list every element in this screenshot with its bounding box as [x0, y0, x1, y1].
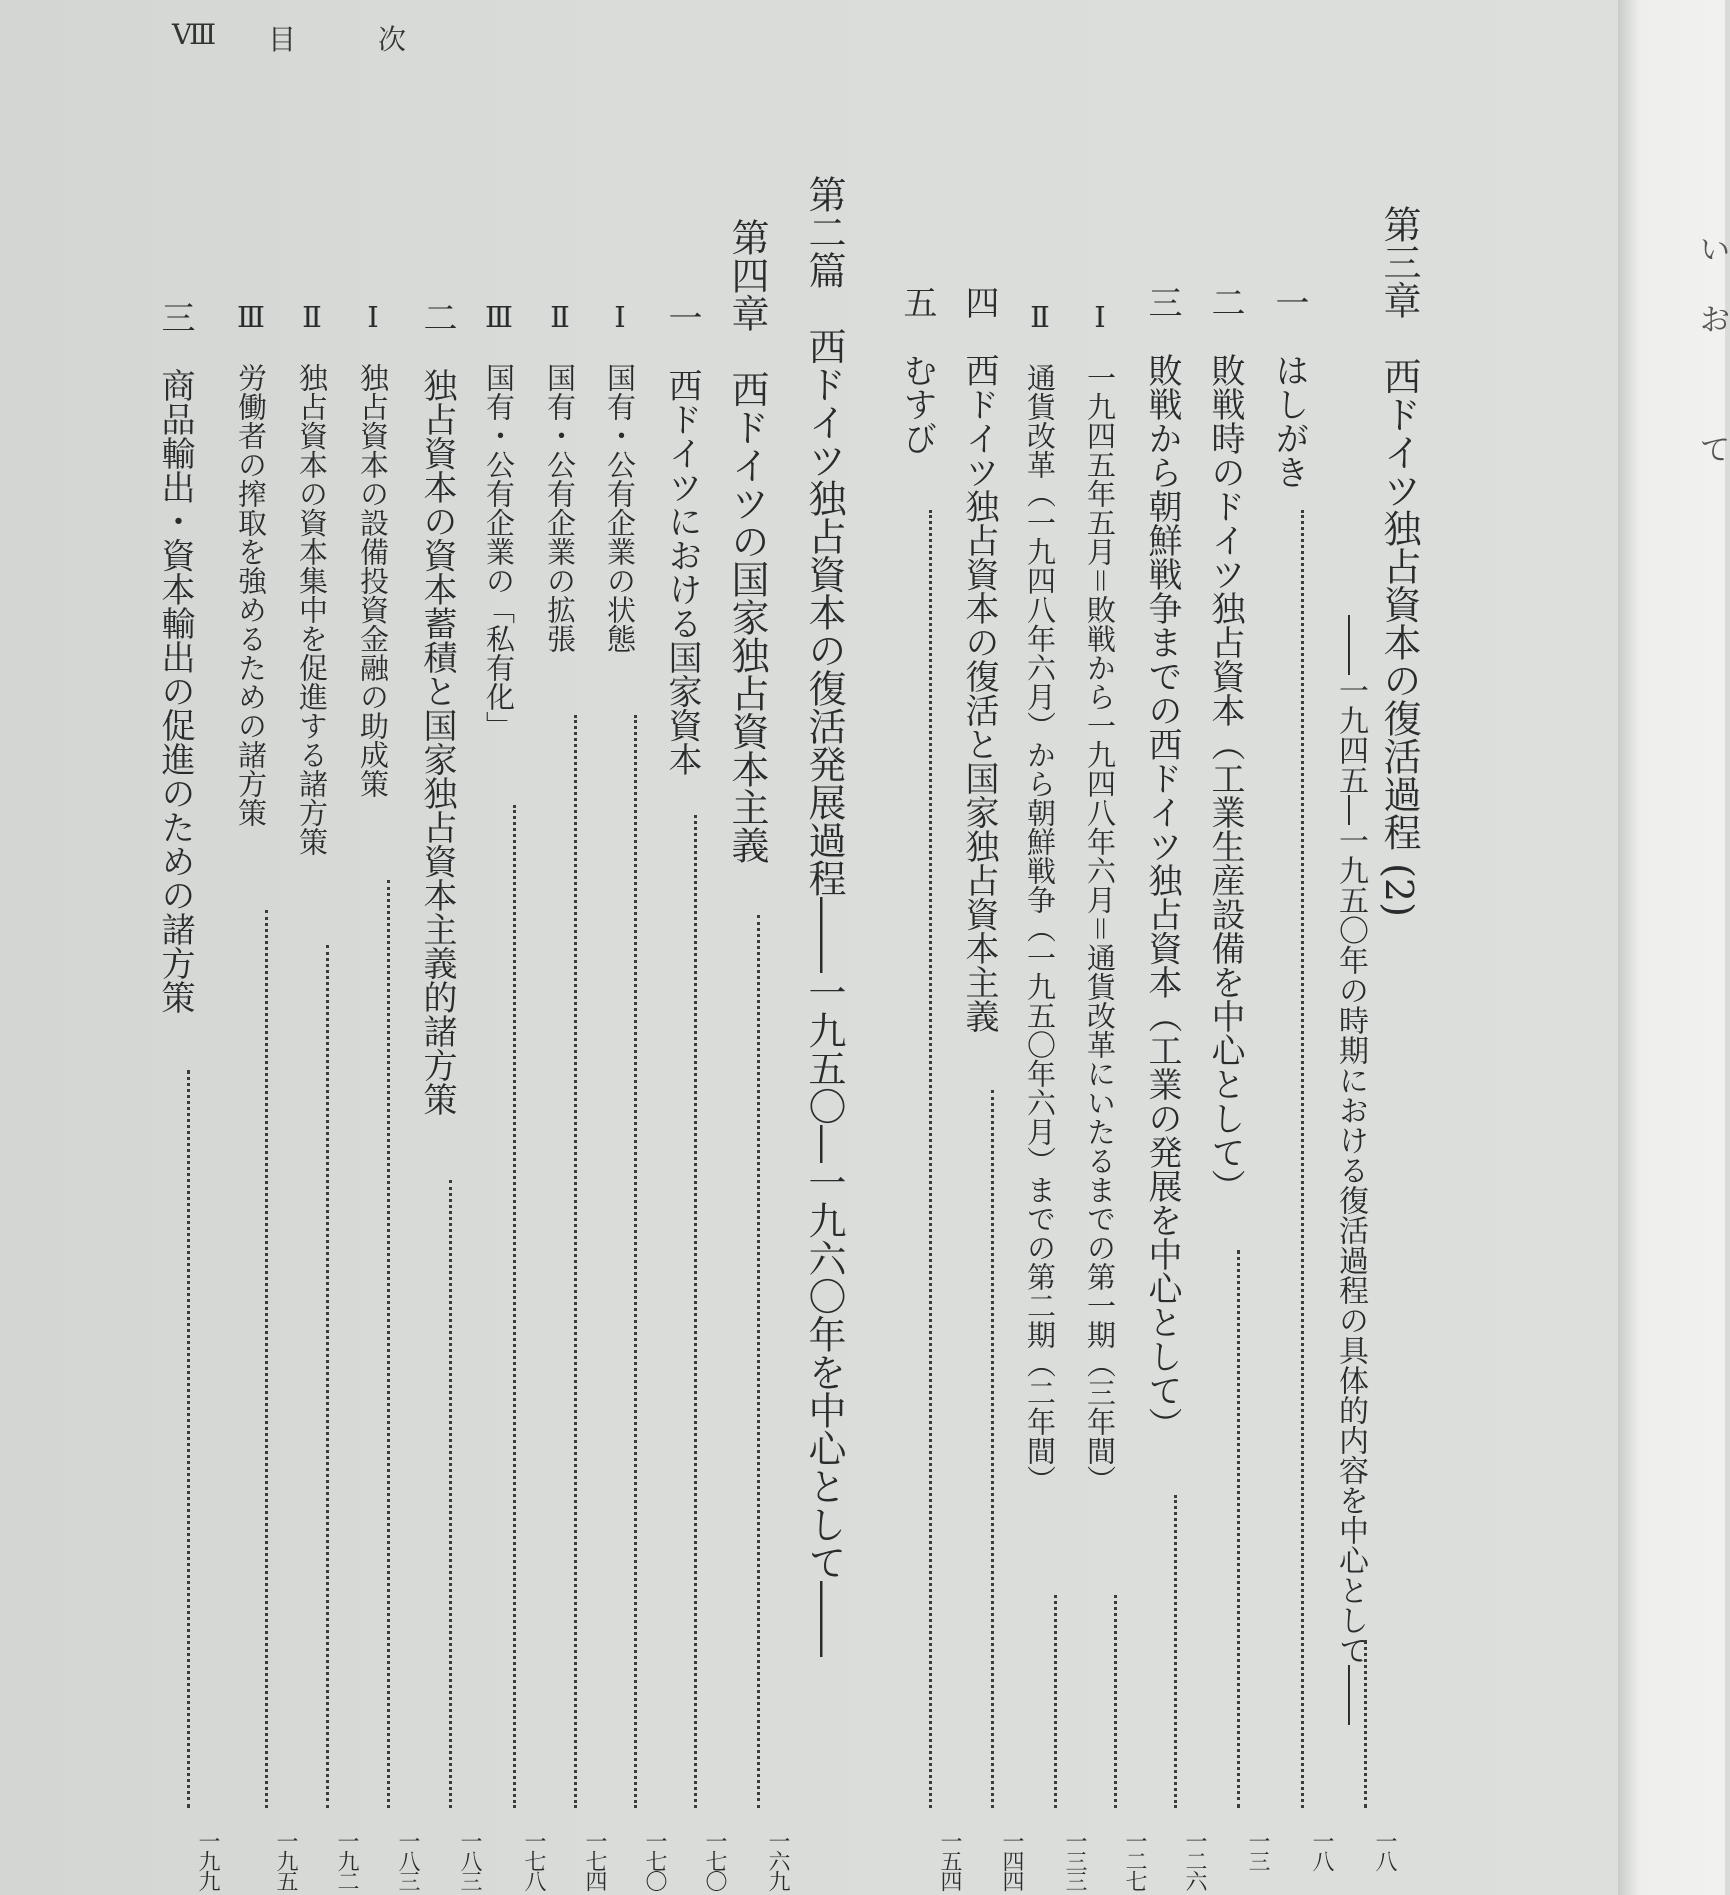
- toc-entry: [1142, 0, 1207, 1895]
- page-number: 一八: [1309, 1830, 1334, 1870]
- edge-glyph: い: [1700, 233, 1730, 268]
- dot-leader: [387, 880, 390, 1808]
- dot-leader: [694, 815, 697, 1808]
- chapter-title: 第四章 西ドイツの国家独占資本主義: [725, 218, 769, 864]
- page-number: 一八三: [457, 1830, 482, 1890]
- toc-entry: [1205, 0, 1270, 1895]
- header-title-b: 次: [378, 23, 409, 56]
- part-heading: [802, 0, 865, 1895]
- toc-entry: [605, 0, 665, 1895]
- dot-leader: [574, 715, 577, 1808]
- page-number: 一八三: [395, 1830, 420, 1890]
- edge-glyph: て: [1700, 433, 1730, 468]
- entry-label: ――一九四五―一九五〇年の時期における復活過程の具体的内容を中心として――: [1333, 615, 1368, 1725]
- toc-entry: [1335, 0, 1395, 1895]
- toc-entry: [959, 0, 1024, 1895]
- dot-leader: [1237, 1250, 1240, 1808]
- page-number: 一七〇: [642, 1830, 667, 1890]
- entry-label: 四 西ドイツ独占資本の復活と国家独占資本主義: [959, 285, 999, 1033]
- toc-entry: [1025, 0, 1085, 1895]
- page-number: 一九二: [334, 1830, 359, 1890]
- next-page-edge: [1618, 0, 1725, 1895]
- toc-entry: [725, 0, 790, 1895]
- dot-leader: [1364, 1640, 1367, 1808]
- entry-label: 三 敗戦から朝鮮戦争までの西ドイツ独占資本（工業の発展を中心として）: [1142, 285, 1182, 1441]
- dot-leader: [1301, 510, 1304, 1808]
- dot-leader: [929, 510, 932, 1808]
- entry-label: Ⅰ 国有・公有企業の状態: [603, 300, 637, 653]
- page-number: 一九五: [273, 1830, 298, 1890]
- dot-leader: [265, 910, 268, 1808]
- toc-entry: [545, 0, 605, 1895]
- toc-entry: [155, 0, 220, 1895]
- entry-label: 一 はしがき: [1269, 285, 1309, 489]
- page-number: 一八: [1372, 1830, 1397, 1870]
- toc-entry: [662, 0, 727, 1895]
- dot-leader: [449, 1180, 452, 1808]
- dot-leader: [757, 915, 760, 1808]
- dot-leader: [326, 945, 329, 1808]
- part-title: 第二篇 西ドイツ独占資本の復活発展過程――一九五〇―一九六〇年を中心として――: [802, 175, 846, 1657]
- header-title-a: 目: [268, 23, 299, 56]
- dot-leader: [187, 1070, 190, 1808]
- page-number: 一四四: [999, 1830, 1024, 1890]
- entry-label: Ⅲ 国有・公有企業の「私有化」: [482, 300, 516, 740]
- page-number: 一二七: [1122, 1830, 1147, 1890]
- entry-label: 五 むすび: [897, 285, 937, 455]
- toc-entry: [234, 0, 299, 1895]
- entry-label: Ⅰ 独占資本の設備投資金融の助成策: [356, 300, 390, 798]
- dot-leader: [1054, 1595, 1057, 1808]
- entry-label: Ⅲ 労働者の搾取を強めるための諸方策: [234, 300, 268, 827]
- toc-entry: [358, 0, 418, 1895]
- dot-leader: [513, 805, 516, 1808]
- entry-label: 二 独占資本の資本蓄積と国家独占資本主義的諸方策: [417, 300, 457, 1116]
- page-number: 一五四: [937, 1830, 962, 1890]
- toc-entry: [484, 0, 544, 1895]
- entry-label: 三 商品輸出・資本輸出の促進のための諸方策: [155, 300, 195, 1014]
- entry-label: Ⅱ 国有・公有企業の拡張: [543, 300, 577, 653]
- toc-entry: [297, 0, 357, 1895]
- page-number: 一三三: [1062, 1830, 1087, 1890]
- toc-entry: [1085, 0, 1145, 1895]
- dot-leader: [991, 1090, 994, 1808]
- entry-label: 一 西ドイツにおける国家資本: [662, 300, 702, 776]
- chapter-title: 第三章 西ドイツ独占資本の復活過程 (2): [1377, 205, 1421, 917]
- entry-label: Ⅱ 通貨改革（一九四八年六月）から朝鮮戦争（一九五〇年六月）までの第二期（二年間）: [1023, 300, 1057, 1494]
- page-number: 一三: [1245, 1830, 1270, 1870]
- page-number: 一九九: [195, 1830, 220, 1890]
- entry-label: Ⅰ 一九四五年五月＝敗戦から一九四八年六月＝通貨改革にいたるまでの第一期（三年間）: [1083, 300, 1117, 1495]
- page-number: 一七〇: [702, 1830, 727, 1890]
- page-number: 一七八: [521, 1830, 546, 1890]
- dot-leader: [1174, 1495, 1177, 1808]
- entry-label: Ⅱ 独占資本の資本集中を促進する諸方策: [295, 300, 329, 856]
- entry-label: 二 敗戦時のドイツ独占資本（工業生産設備を中心として）: [1205, 285, 1245, 1203]
- dot-leader: [634, 715, 637, 1808]
- page-number: 一六九: [765, 1830, 790, 1890]
- edge-glyph: お: [1700, 303, 1730, 338]
- page-number: 一二六: [1182, 1830, 1207, 1890]
- toc-entry: [897, 0, 962, 1895]
- page-number: 一七四: [582, 1830, 607, 1890]
- dot-leader: [1114, 1595, 1117, 1808]
- toc-entry: [417, 0, 482, 1895]
- page-numeral: Ⅷ: [172, 18, 219, 51]
- toc-entry: [1269, 0, 1334, 1895]
